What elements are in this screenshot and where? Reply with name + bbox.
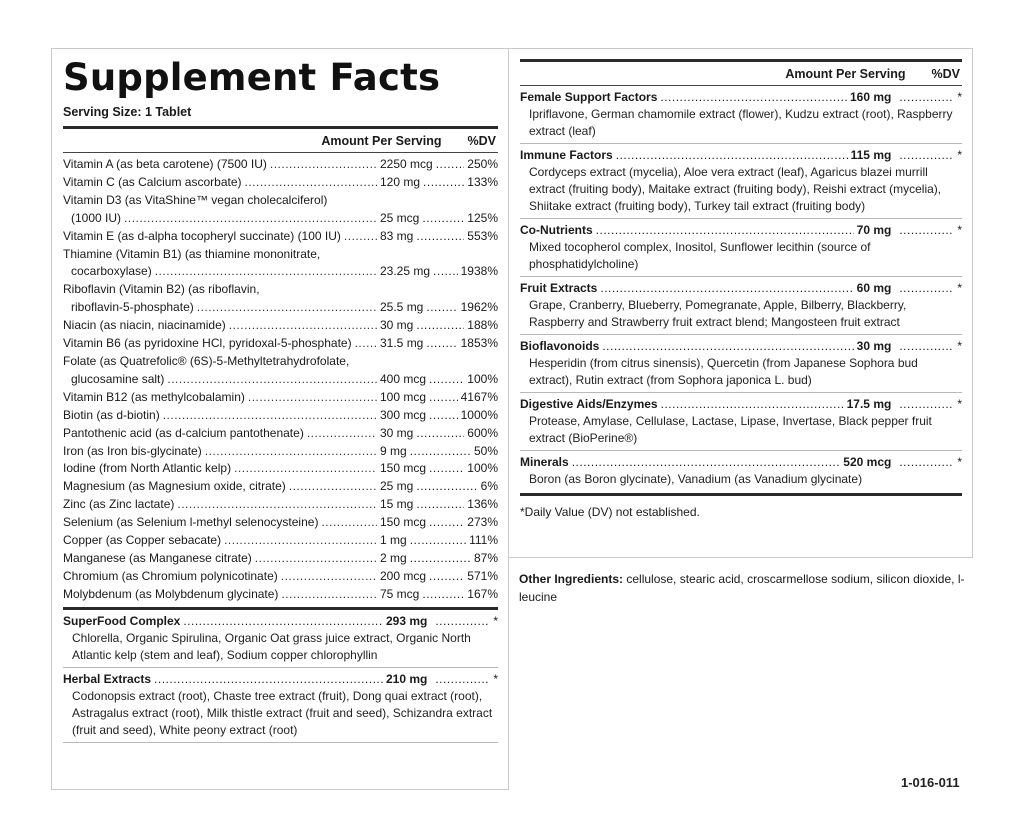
nutrient-name: Vitamin C (as Calcium ascorbate)	[63, 174, 242, 189]
leader-dots	[899, 147, 953, 164]
blend-group	[520, 219, 962, 276]
amount-dv	[380, 335, 498, 353]
nutrient-amount: 2250 mcg	[380, 157, 433, 171]
nutrient-dv: 1938%	[460, 264, 498, 279]
leader-dots	[429, 371, 464, 389]
nutrient-row	[63, 174, 498, 192]
column-header-dv: %DV	[467, 133, 496, 148]
blend-amount: 293 mg	[385, 613, 428, 628]
leader-dots	[154, 671, 383, 688]
nutrient-amount: 30 mg	[380, 425, 414, 440]
leader-dots	[163, 407, 377, 425]
amount-dv	[380, 174, 498, 192]
leader-dots	[899, 454, 953, 471]
nutrient-row	[63, 568, 498, 586]
amount-dv	[380, 460, 498, 478]
nutrient-name: riboflavin-5-phosphate)	[71, 300, 194, 315]
leader-dots	[307, 425, 377, 443]
nutrient-name: Selenium (as Selenium l-methyl selenocysteine)	[63, 515, 319, 530]
column-headers	[520, 62, 962, 85]
nutrient-row	[63, 389, 498, 407]
nutrient-row	[63, 156, 498, 174]
leader-dots	[410, 443, 471, 461]
nutrient-dv: 1853%	[460, 336, 498, 351]
leader-dots	[899, 222, 953, 239]
nutrient-row	[63, 550, 498, 568]
nutrient-dv: 87%	[473, 550, 498, 565]
leader-dots	[167, 371, 377, 389]
nutrient-dv: 250%	[467, 157, 498, 171]
amount-dv	[380, 532, 498, 550]
leader-dots	[616, 147, 848, 164]
nutrient-dv: 136%	[467, 497, 498, 512]
amount-dv	[380, 478, 498, 496]
footnote: *Daily Value (DV) not established.	[520, 505, 700, 519]
nutrient-amount: 9 mg	[380, 443, 407, 458]
nutrient-amount: 200 mcg	[380, 568, 427, 583]
leader-dots	[426, 335, 457, 353]
leader-dots	[600, 280, 853, 297]
column-header-dv: %DV	[931, 66, 960, 81]
amount-dv	[380, 407, 498, 425]
nutrient-dv: 50%	[473, 443, 498, 458]
blend-header	[63, 671, 498, 688]
leader-dots	[270, 156, 377, 174]
nutrient-dv: 1962%	[460, 300, 498, 315]
nutrient-amount: 150 mcg	[380, 515, 427, 530]
amount-dv	[380, 156, 498, 174]
blend-header	[520, 222, 962, 239]
blend-name: Co-Nutrients	[520, 223, 593, 237]
leader-dots	[321, 514, 377, 532]
nutrient-name: Magnesium (as Magnesium oxide, citrate)	[63, 479, 286, 494]
leader-dots	[197, 299, 377, 317]
nutrient-dv: 6%	[480, 479, 498, 494]
blend-name: Herbal Extracts	[63, 671, 152, 686]
leader-dots	[435, 613, 489, 630]
other-ingredients	[519, 571, 969, 606]
leader-dots	[255, 550, 377, 568]
blend-ingredients: Ipriflavone, German chamomile extract (flower), Kudzu extract (root), Raspberry extract (leaf)	[529, 107, 953, 138]
amount-dv	[380, 550, 498, 568]
divider-light	[63, 742, 498, 743]
nutrient-amount: 25 mcg	[380, 210, 420, 225]
nutrient-dv: 111%	[469, 533, 498, 548]
blend-dv: *	[957, 339, 962, 353]
blend-name: Minerals	[520, 455, 569, 469]
blend-group	[520, 335, 962, 392]
blend-ingredients: Protease, Amylase, Cellulase, Lactase, Lipase, Invertase, Black pepper fruit extract (BioPerine®)	[529, 414, 932, 445]
column-headers	[63, 129, 498, 152]
nutrient-amount: 300 mcg	[380, 407, 427, 422]
nutrient-amount: 83 mg	[380, 228, 414, 243]
nutrient-dv: 125%	[467, 210, 498, 225]
nutrient-row	[63, 371, 498, 389]
blend-dv: *	[957, 90, 962, 104]
blend-name: Bioflavonoids	[520, 339, 600, 353]
blend-header	[520, 396, 962, 413]
blend-dv: *	[493, 613, 498, 628]
nutrient-amount: 23.25 mg	[380, 264, 431, 279]
leader-dots	[410, 550, 471, 568]
nutrient-amount: 100 mcg	[380, 389, 427, 404]
nutrient-row	[63, 532, 498, 550]
nutrient-row	[63, 514, 498, 532]
nutrient-name: Niacin (as niacin, niacinamide)	[63, 318, 226, 333]
leader-dots	[416, 496, 464, 514]
nutrient-amount: 75 mcg	[380, 586, 420, 601]
nutrient-dv: 167%	[467, 586, 498, 601]
nutrient-row	[63, 317, 498, 335]
blend-amount: 520 mcg	[843, 455, 892, 469]
leader-dots	[416, 317, 464, 335]
leader-dots	[899, 89, 953, 106]
nutrient-amount: 150 mcg	[380, 461, 427, 476]
blend-amount: 210 mg	[385, 671, 428, 686]
blend-ingredients: Mixed tocopherol complex, Inositol, Sunflower lecithin (source of phosphatidylcholine)	[529, 240, 871, 271]
blend-header	[63, 613, 498, 630]
leader-dots	[281, 586, 377, 604]
blend-group	[63, 668, 498, 742]
blend-group	[520, 86, 962, 143]
blend-group	[520, 144, 962, 218]
amount-dv	[380, 210, 498, 228]
leader-dots	[344, 228, 377, 246]
blend-group	[520, 277, 962, 334]
nutrient-name: Molybdenum (as Molybdenum glycinate)	[63, 586, 279, 601]
leader-dots	[660, 89, 847, 106]
nutrient-row	[63, 299, 498, 317]
nutrient-amount: 120 mg	[380, 174, 421, 189]
leader-dots	[899, 338, 953, 355]
blend-group	[520, 393, 962, 450]
blend-name: Digestive Aids/Enzymes	[520, 397, 658, 411]
blend-name: Fruit Extracts	[520, 281, 598, 295]
nutrient-name: Iodine (from North Atlantic kelp)	[63, 461, 232, 476]
nutrient-name: Vitamin D3 (as VitaShine™ vegan cholecalciferol)	[63, 192, 328, 207]
nutrient-name: Vitamin B6 (as pyridoxine HCl, pyridoxal-5-phosphate)	[63, 336, 352, 351]
nutrient-name: Vitamin E (as d-alpha tocopheryl succinate) (100 IU)	[63, 228, 341, 243]
nutrient-row	[63, 425, 498, 443]
nutrient-name: Riboflavin (Vitamin B2) (as riboflavin,	[63, 282, 260, 297]
column-header-amount: Amount Per Serving	[321, 133, 442, 148]
leader-dots	[281, 568, 377, 586]
leader-dots	[429, 514, 464, 532]
leader-dots	[416, 228, 464, 246]
leader-dots	[596, 222, 854, 239]
amount-dv	[380, 514, 498, 532]
blend-header	[520, 338, 962, 355]
serving-size: Serving Size: 1 Tablet	[63, 105, 192, 119]
nutrient-dv: 133%	[467, 174, 498, 189]
blend-ingredients: Cordyceps extract (mycelia), Aloe vera extract (leaf), Agaricus blazei murrill extract (fruiting body), Maitake extract (fruiting body), Reishi extract (mycelia), Shiitake extract (fruiting body), Turkey tail extract (fruiting body)	[529, 165, 942, 213]
nutrient-dv: 571%	[467, 568, 498, 583]
leader-dots	[177, 496, 377, 514]
blend-amount: 60 mg	[856, 281, 892, 295]
page-title: Supplement Facts	[63, 56, 441, 99]
nutrient-row	[63, 228, 498, 246]
blend-amount: 160 mg	[849, 90, 892, 104]
nutrient-dv: 273%	[467, 515, 498, 530]
nutrient-name: glucosamine salt)	[71, 371, 165, 386]
leader-dots	[429, 460, 464, 478]
blend-group	[520, 451, 962, 491]
leader-dots	[355, 335, 377, 353]
nutrient-name: Pantothenic acid (as d-calcium pantothenate)	[63, 425, 304, 440]
amount-dv	[380, 425, 498, 443]
nutrient-name: Vitamin B12 (as methylcobalamin)	[63, 389, 245, 404]
leader-dots	[435, 671, 489, 688]
nutrient-name: Folate (as Quatrefolic® (6S)-5-Methyltetrahydrofolate,	[63, 353, 350, 368]
blend-ingredients: Chlorella, Organic Spirulina, Organic Oat grass juice extract, Organic North Atlantic kelp (stem and leaf), Sodium copper chlorophyllin	[72, 630, 471, 662]
blend-amount: 115 mg	[850, 148, 892, 162]
blend-amount: 70 mg	[856, 223, 892, 237]
nutrient-dv: 188%	[467, 318, 498, 333]
nutrient-row	[63, 263, 498, 281]
amount-dv	[380, 586, 498, 604]
other-ingredients-text: cellulose, stearic acid, croscarmellose sodium, silicon dioxide, l-leucine	[519, 572, 965, 604]
amount-dv	[380, 389, 498, 407]
amount-dv	[380, 371, 498, 389]
nutrient-row	[63, 460, 498, 478]
leader-dots	[124, 210, 377, 228]
nutrient-row	[63, 478, 498, 496]
nutrient-dv: 553%	[467, 228, 498, 243]
nutrient-name: Biotin (as d-biotin)	[63, 407, 160, 422]
leader-dots	[245, 174, 377, 192]
blend-amount: 17.5 mg	[846, 397, 892, 411]
nutrient-name: Vitamin A (as beta carotene) (7500 IU)	[63, 157, 267, 171]
supplement-facts-panel-right	[508, 48, 973, 558]
blend-ingredients: Hesperidin (from citrus sinensis), Quercetin (from Japanese Sophora bud extract), Rutin extract (from Sophora japonica L. bud)	[529, 356, 918, 387]
supplement-facts-panel-left	[51, 48, 509, 790]
nutrient-name-line	[63, 192, 498, 210]
nutrient-amount: 31.5 mg	[380, 336, 424, 351]
blend-dv: *	[957, 455, 962, 469]
product-code: 1-016-011	[901, 775, 960, 790]
leader-dots	[433, 263, 458, 281]
leader-dots	[224, 532, 377, 550]
blend-name: Immune Factors	[520, 148, 613, 162]
leader-dots	[436, 156, 465, 174]
nutrient-row	[63, 586, 498, 604]
nutrient-row	[63, 496, 498, 514]
leader-dots	[205, 443, 377, 461]
nutrient-dv: 100%	[467, 371, 498, 386]
leader-dots	[416, 478, 477, 496]
amount-dv	[380, 568, 498, 586]
leader-dots	[234, 460, 377, 478]
amount-dv	[380, 317, 498, 335]
nutrient-name: Manganese (as Manganese citrate)	[63, 550, 252, 565]
blend-group	[63, 610, 498, 667]
nutrient-row	[63, 407, 498, 425]
nutrient-name: Zinc (as Zinc lactate)	[63, 497, 175, 512]
nutrient-name: Thiamine (Vitamin B1) (as thiamine mononitrate,	[63, 246, 321, 261]
nutrient-dv: 100%	[467, 461, 498, 476]
blend-ingredients: Grape, Cranberry, Blueberry, Pomegranate, Apple, Bilberry, Blackberry, Raspberry and Strawberry fruit extract blend; Mangosteen fruit extract	[529, 298, 907, 329]
nutrient-name-line	[63, 353, 498, 371]
nutrient-name: Copper (as Copper sebacate)	[63, 533, 222, 548]
nutrient-name: cocarboxylase)	[71, 264, 152, 279]
other-ingredients-label: Other Ingredients:	[519, 572, 624, 586]
nutrient-amount: 2 mg	[380, 550, 407, 565]
leader-dots	[289, 478, 377, 496]
nutrient-row	[63, 210, 498, 228]
amount-dv	[380, 228, 498, 246]
blend-header	[520, 147, 962, 164]
nutrient-amount: 15 mg	[380, 497, 414, 512]
blend-header	[520, 454, 962, 471]
blend-dv: *	[957, 148, 962, 162]
blend-dv: *	[493, 671, 498, 686]
amount-dv	[380, 263, 498, 281]
blend-name: Female Support Factors	[520, 90, 658, 104]
nutrient-amount: 25.5 mg	[380, 300, 424, 315]
leader-dots	[155, 263, 377, 281]
leader-dots	[899, 396, 953, 413]
leader-dots	[416, 425, 464, 443]
nutrient-dv: 1000%	[460, 407, 498, 422]
nutrient-row	[63, 335, 498, 353]
leader-dots	[429, 389, 458, 407]
nutrient-amount: 30 mg	[380, 318, 414, 333]
nutrient-name: Iron (as Iron bis-glycinate)	[63, 443, 202, 458]
leader-dots	[602, 338, 853, 355]
blend-header	[520, 280, 962, 297]
amount-dv	[380, 299, 498, 317]
column-header-amount: Amount Per Serving	[785, 66, 906, 81]
blend-ingredients: Codonopsis extract (root), Chaste tree extract (fruit), Dong quai extract (root), Astragalus extract (root), Milk thistle extract (fruit and seed), Schizandra extract (fruit and seed), White peony extract (root)	[72, 688, 493, 737]
nutrient-name-line	[63, 281, 498, 299]
blend-header	[520, 89, 962, 106]
leader-dots	[429, 568, 464, 586]
nutrient-name: (1000 IU)	[71, 210, 122, 225]
leader-dots	[410, 532, 466, 550]
leader-dots	[422, 586, 464, 604]
nutrient-name-line	[63, 246, 498, 264]
amount-dv	[380, 496, 498, 514]
nutrient-dv: 600%	[467, 425, 498, 440]
nutrient-amount: 1 mg	[380, 533, 407, 548]
leader-dots	[183, 613, 383, 630]
blend-name: SuperFood Complex	[63, 613, 181, 628]
nutrient-row	[63, 443, 498, 461]
nutrient-amount: 25 mg	[380, 479, 414, 494]
nutrient-name: Chromium (as Chromium polynicotinate)	[63, 568, 278, 583]
blend-amount: 30 mg	[856, 339, 892, 353]
blend-list-right	[520, 86, 962, 491]
leader-dots	[422, 210, 464, 228]
blend-dv: *	[957, 281, 962, 295]
leader-dots	[426, 299, 457, 317]
blend-dv: *	[957, 397, 962, 411]
leader-dots	[229, 317, 377, 335]
leader-dots	[248, 389, 377, 407]
leader-dots	[423, 174, 464, 192]
nutrient-amount: 400 mcg	[380, 371, 427, 386]
amount-dv	[380, 443, 498, 461]
leader-dots	[429, 407, 458, 425]
blend-dv: *	[957, 223, 962, 237]
leader-dots	[899, 280, 953, 297]
leader-dots	[661, 396, 844, 413]
blend-ingredients: Boron (as Boron glycinate), Vanadium (as Vanadium glycinate)	[529, 472, 863, 486]
nutrient-dv: 4167%	[460, 389, 498, 404]
leader-dots	[572, 454, 841, 471]
nutrient-list	[63, 153, 498, 606]
blend-list-left	[63, 610, 498, 743]
